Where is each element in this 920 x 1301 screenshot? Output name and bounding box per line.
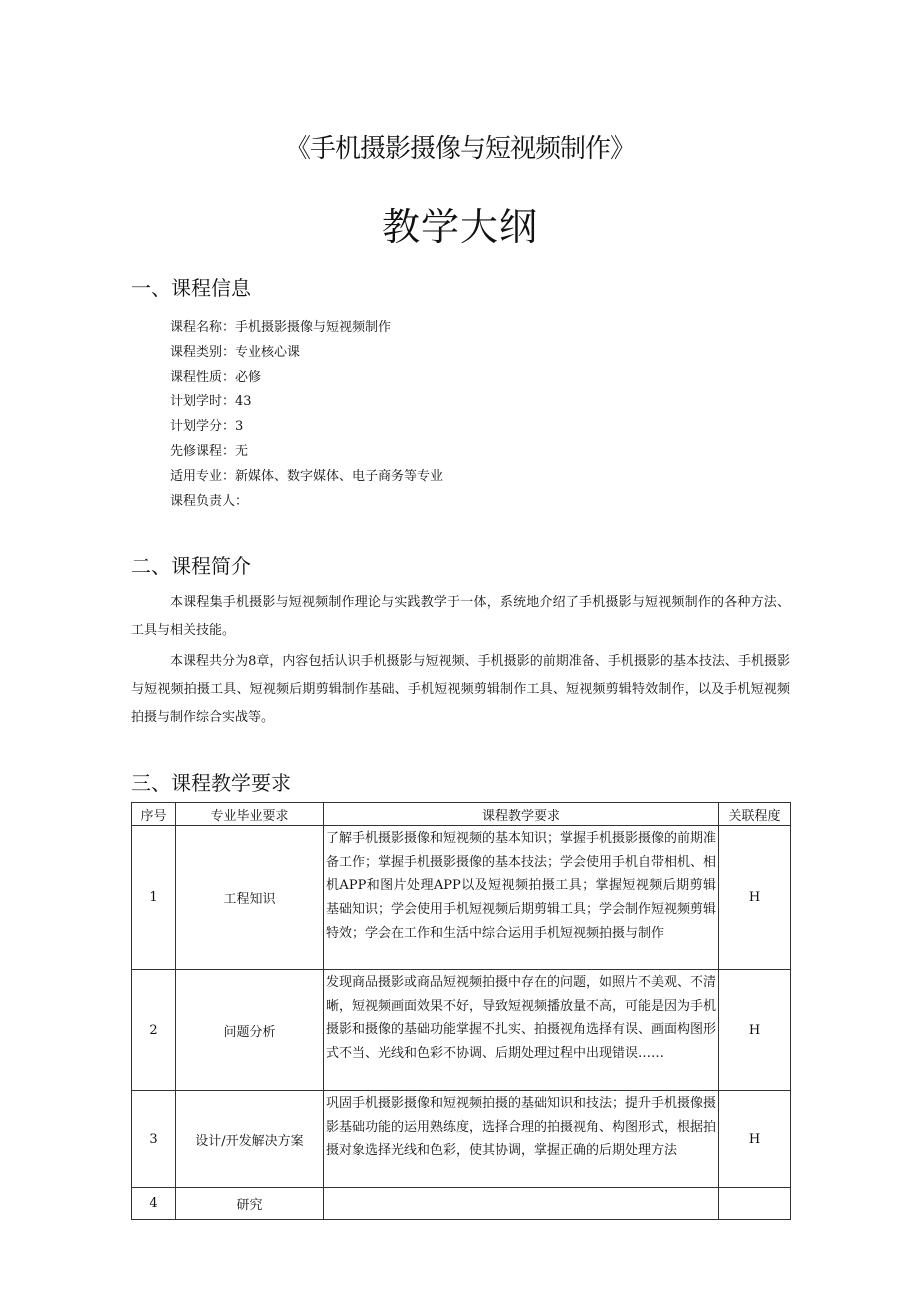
table-row bbox=[132, 970, 791, 1091]
header-cell-teaching: 课程教学要求 bbox=[324, 803, 719, 826]
row-number: 2 bbox=[132, 970, 176, 1091]
section-heading-teaching-requirements: 三、课程教学要求 bbox=[131, 771, 291, 795]
row-graduation-requirement: 设计/开发解决方案 bbox=[176, 1091, 324, 1188]
row-teaching-requirement: 发现商品摄影或商品短视频拍摄中存在的问题，如照片不美观、不清晰，短视频画面效果不好，导致短视频播放量不高，可能是因为手机摄影和摄像的基础功能掌握不扎实、拍摄视角选择有误、画面构图形式不当、光线和色彩不协调、后期处理过程中出现错误…… bbox=[324, 970, 719, 1091]
row-graduation-requirement: 问题分析 bbox=[176, 970, 324, 1091]
info-item-majors: 适用专业：新媒体、数字媒体、电子商务等专业 bbox=[170, 468, 444, 484]
row-graduation-requirement: 工程知识 bbox=[176, 826, 324, 970]
table-row bbox=[132, 1188, 791, 1220]
table-row bbox=[132, 826, 791, 970]
info-item-nature: 课程性质：必修 bbox=[170, 369, 262, 385]
row-number: 3 bbox=[132, 1091, 176, 1188]
info-item-credits: 计划学分：3 bbox=[170, 419, 244, 435]
course-title: 《手机摄影摄像与短视频制作》 bbox=[284, 134, 635, 164]
section-heading-course-info: 一、课程信息 bbox=[131, 276, 251, 300]
row-relevance-level bbox=[719, 1188, 791, 1220]
row-teaching-requirement: 了解手机摄影摄像和短视频的基本知识；掌握手机摄影摄像的前期准备工作；掌握手机摄影摄像的基本技法；学会使用手机自带相机、相机APP和图片处理APP以及短视频拍摄工具；掌握短视频后期剪辑基础知识；学会使用手机短视频后期剪辑工具；学会制作短视频剪辑特效；学会在工作和生活中综合运用手机短视频拍摄与制作 bbox=[324, 826, 719, 970]
table-header-row bbox=[132, 803, 791, 826]
row-graduation-requirement: 研究 bbox=[176, 1188, 324, 1220]
info-item-category: 课程类别：专业核心课 bbox=[170, 344, 301, 360]
intro-paragraph-2: 本课程共分为8章，内容包括认识手机摄影与短视频、手机摄影的前期准备、手机摄影的基本技法、手机摄影与短视频拍摄工具、短视频后期剪辑制作基础、手机短视频剪辑制作工具、短视频剪辑特效制作，以及手机短视频拍摄与制作综合实战等。 bbox=[131, 654, 790, 725]
header-cell-no: 序号 bbox=[132, 803, 176, 826]
row-number: 1 bbox=[132, 826, 176, 970]
intro-paragraph-1: 本课程集手机摄影与短视频制作理论与实践教学于一体，系统地介绍了手机摄影与短视频制作的各种方法、工具与相关技能。 bbox=[131, 595, 790, 638]
table-row bbox=[132, 1091, 791, 1188]
header-cell-requirement: 专业毕业要求 bbox=[176, 803, 324, 826]
row-number: 4 bbox=[132, 1188, 176, 1220]
header-cell-level: 关联程度 bbox=[719, 803, 791, 826]
row-relevance-level: H bbox=[719, 970, 791, 1091]
document-title: 教学大纲 bbox=[381, 205, 538, 249]
row-teaching-requirement: 巩固手机摄影摄像和短视频拍摄的基础知识和技法；提升手机摄像摄影基础功能的运用熟练度，选择合理的拍摄视角、构图形式，根据拍摄对象选择光线和色彩，使其协调，掌握正确的后期处理方法 bbox=[324, 1091, 719, 1188]
info-item-prerequisite: 先修课程：无 bbox=[170, 443, 249, 459]
row-relevance-level: H bbox=[719, 826, 791, 970]
info-item-owner: 课程负责人： bbox=[170, 493, 249, 509]
teaching-requirements-table bbox=[131, 802, 791, 1220]
row-relevance-level: H bbox=[719, 1091, 791, 1188]
row-teaching-requirement bbox=[324, 1188, 719, 1220]
course-info-list bbox=[170, 316, 443, 514]
section-heading-course-intro: 二、课程简介 bbox=[131, 554, 251, 578]
info-item-hours: 计划学时：43 bbox=[170, 394, 252, 410]
info-item-name: 课程名称：手机摄影摄像与短视频制作 bbox=[170, 320, 392, 335]
